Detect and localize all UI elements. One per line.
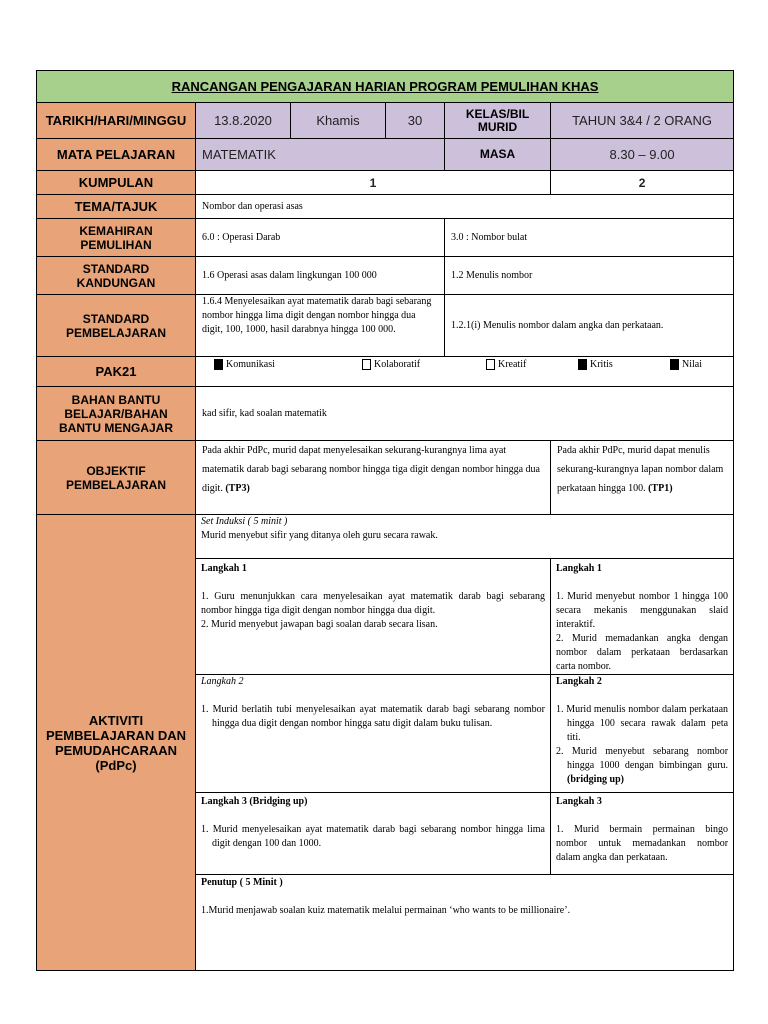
pak21-item-label: Komunikasi (226, 359, 275, 370)
pak21-item-label: Nilai (682, 359, 702, 370)
objektif-g1 (196, 441, 551, 515)
pak21-item-komunikasi[interactable] (214, 359, 362, 370)
pak21-label: PAK21 (37, 357, 196, 387)
g2-l2-title: Langkah 2 (556, 676, 602, 687)
tema-label: TEMA/TAJUK (37, 195, 196, 219)
checkbox-checked-icon[interactable] (214, 359, 223, 370)
penutup-title: Penutup ( 5 Minit ) (201, 877, 283, 888)
bbb-label (37, 387, 196, 441)
sp-label (37, 295, 196, 357)
induksi-text: Murid menyebut sifir yang ditanya oleh guru secara rawak. (201, 530, 438, 541)
objektif-label (37, 441, 196, 515)
objektif-g1-tp: (TP3) (225, 483, 250, 494)
kemahiran-label-line2: PEMULIHAN (80, 237, 152, 252)
kelas-label (445, 103, 551, 139)
pak21-item-label: Kritis (590, 359, 613, 370)
tarikh-value: 13.8.2020 (196, 103, 291, 139)
pak21-item-nilai[interactable] (670, 359, 702, 370)
penutup-text: 1.Murid menjawab soalan kuiz matematik melalui permainan ‘who wants to be millionaire’. (201, 905, 571, 916)
kelas-value: TAHUN 3&4 / 2 ORANG (551, 103, 734, 139)
objektif-g2-text: Pada akhir PdPc, murid dapat menulis sekurang-kurangnya lapan nombor dalam perkataan hingga 100. (557, 445, 724, 494)
masa-label: MASA (445, 139, 551, 171)
g2-l2-item2-text: 2. Murid menyebut sebarang nombor hingga 1000 dengan bimbingan guru. (556, 746, 729, 771)
kemahiran-label-line1: KEMAHIRAN (79, 223, 153, 238)
g1-l1-item2: 2. Murid menyebut jawapan bagi soalan darab secara lisan. (201, 619, 438, 630)
g2-l1-item2: 2. Murid memadankan angka dengan nombor dalam perkataan berdasarkan carta nombor. (556, 633, 729, 672)
objektif-label-line1: OBJEKTIF (86, 463, 146, 478)
objektif-g2 (551, 441, 734, 515)
mapel-value: MATEMATIK (196, 139, 445, 171)
penutup (196, 875, 734, 971)
pak21-items (196, 357, 734, 387)
document-title: RANCANGAN PENGAJARAN HARIAN PROGRAM PEMULIHAN KHAS (37, 71, 734, 103)
objektif-g1-text: Pada akhir PdPc, murid dapat menyelesaikan sekurang-kurangnya lima ayat matematik darab bagi sebarang nombor hingga tiga digit dengan nombor hingga dua digit. (202, 445, 540, 494)
induksi-title: Set Induksi ( 5 minit ) (201, 516, 288, 527)
aktiviti-label-line2: PEMBELAJARAN DAN (45, 727, 187, 743)
objektif-g2-tp: (TP1) (648, 483, 673, 494)
bbb-value: kad sifir, kad soalan matematik (196, 387, 734, 441)
objektif-label-line2: PEMBELAJARAN (65, 477, 166, 492)
lesson-plan-table (36, 70, 734, 971)
checkbox-unchecked-icon[interactable] (486, 359, 495, 370)
g1-l3-title: Langkah 3 (Bridging up) (201, 796, 308, 807)
checkbox-checked-icon[interactable] (670, 359, 679, 370)
g1-langkah-1 (196, 559, 551, 675)
g2-l2-item1: 1. Murid menulis nombor dalam perkataan hingga 100 secara rawak dalam peta titi. (556, 704, 729, 743)
lesson-plan-document (36, 70, 733, 962)
sp-g1: 1.6.4 Menyelesaikan ayat matematik darab bagi sebarang nombor hingga lima digit dengan nombor hingga dua digit, 100, 1000, hasil darabnya hingga 100 000. (196, 295, 445, 357)
set-induksi (196, 515, 734, 559)
hari-value: Khamis (291, 103, 386, 139)
tema-value: Nombor dan operasi asas (196, 195, 734, 219)
kumpulan-2: 2 (551, 171, 734, 195)
pak21-item-kolaboratif[interactable] (362, 359, 486, 370)
bbb-label-line2: BELAJAR/BAHAN (64, 406, 168, 421)
kemahiran-label (37, 219, 196, 257)
g1-l1-item1: 1. Guru menunjukkan cara menyelesaikan ayat matematik darab bagi sebarang nombor hingga tiga digit dengan nombor hingga dua digit. (201, 591, 545, 616)
tarikh-label: TARIKH/HARI/MINGGU (37, 103, 196, 139)
sk-label-line1: STANDARD (82, 261, 150, 276)
masa-value: 8.30 – 9.00 (551, 139, 734, 171)
g2-l1-title: Langkah 1 (556, 563, 602, 574)
pak21-item-kritis[interactable] (578, 359, 670, 370)
checkbox-unchecked-icon[interactable] (362, 359, 371, 370)
g1-l1-title: Langkah 1 (201, 563, 247, 574)
sp-label-line1: STANDARD (82, 311, 150, 326)
kumpulan-1: 1 (196, 171, 551, 195)
pak21-item-label: Kolaboratif (374, 359, 421, 370)
pak21-item-kreatif[interactable] (486, 359, 578, 370)
aktiviti-label-line4: (PdPc) (95, 757, 137, 773)
g2-l2-item2 (556, 745, 728, 787)
kumpulan-label: KUMPULAN (37, 171, 196, 195)
kemahiran-g1: 6.0 : Operasi Darab (196, 219, 445, 257)
checkbox-checked-icon[interactable] (578, 359, 587, 370)
sp-g2: 1.2.1(i) Menulis nombor dalam angka dan perkataan. (445, 295, 734, 357)
g1-langkah-3 (196, 793, 551, 875)
g1-l3-item1: 1. Murid menyelesaikan ayat matematik darab bagi sebarang nombor hingga lima digit dengan 100 dan 1000. (201, 824, 545, 849)
g2-langkah-2 (551, 675, 734, 793)
minggu-value: 30 (386, 103, 445, 139)
sp-label-line2: PEMBELAJARAN (65, 325, 166, 340)
sk-g2: 1.2 Menulis nombor (445, 257, 734, 295)
sk-label-line2: KANDUNGAN (76, 275, 156, 290)
mapel-label: MATA PELAJARAN (37, 139, 196, 171)
aktiviti-label (37, 515, 196, 971)
bbb-label-line3: BANTU MENGAJAR (59, 420, 173, 435)
g2-langkah-3 (551, 793, 734, 875)
g2-l3-item1: 1. Murid bermain permainan bingo nombor untuk memadankan nombor dalam angka dan perkataan. (556, 824, 729, 863)
aktiviti-label-line1: AKTIVITI (88, 712, 144, 728)
g2-l3-title: Langkah 3 (556, 796, 602, 807)
g1-langkah-2 (196, 675, 551, 793)
g2-l2-item2-bold: (bridging up) (567, 774, 624, 785)
g1-l2-title: Langkah 2 (201, 676, 244, 687)
bbb-label-line1: BAHAN BANTU (71, 392, 161, 407)
kemahiran-g2: 3.0 : Nombor bulat (445, 219, 734, 257)
g1-l2-item1: 1. Murid berlatih tubi menyelesaikan ayat matematik darab bagi sebarang nombor hingga dua digit dengan nombor hingga satu digit dalam buku tulisan. (201, 704, 545, 729)
kelas-label-line1: KELAS/BIL (465, 106, 530, 121)
sk-g1: 1.6 Operasi asas dalam lingkungan 100 000 (196, 257, 445, 295)
aktiviti-label-line3: PEMUDAHCARAAN (54, 742, 178, 758)
kelas-label-line2: MURID (477, 119, 518, 134)
g2-l1-item1: 1. Murid menyebut nombor 1 hingga 100 secara mekanis menggunakan slaid interaktif. (556, 591, 729, 630)
g2-langkah-1 (551, 559, 734, 675)
pak21-item-label: Kreatif (498, 359, 527, 370)
sk-label (37, 257, 196, 295)
